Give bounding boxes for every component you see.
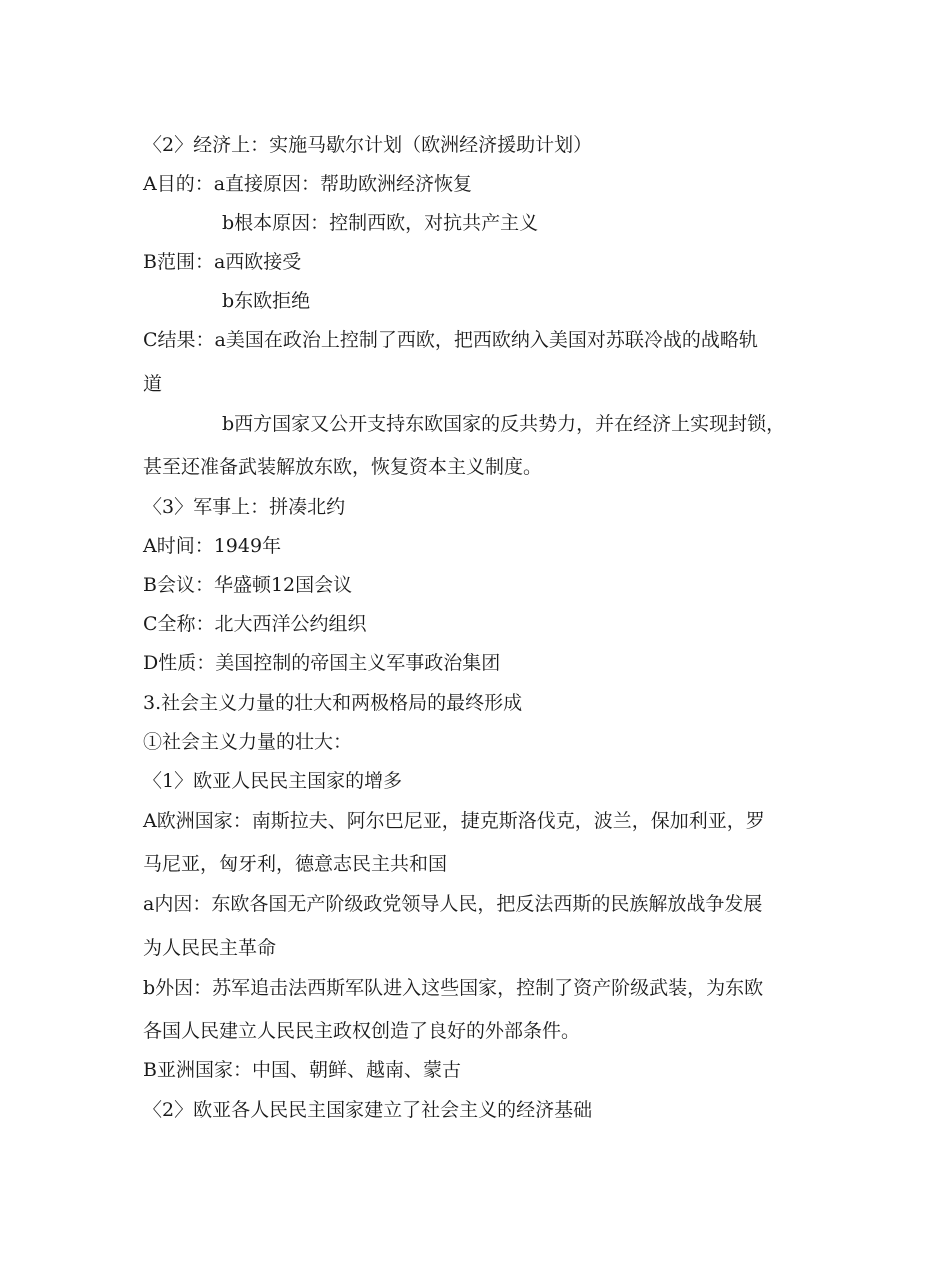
text-line-internal-cause: a内因：东欧各国无产阶级政党领导人民，把反法西斯的民族解放战争发展 [143, 893, 763, 915]
text-line-european-countries: A欧洲国家：南斯拉夫、阿尔巴尼亚，捷克斯洛伐克，波兰，保加利亚，罗 [143, 810, 765, 832]
text-line-purpose: A目的：a直接原因：帮助欧洲经济恢复 [143, 173, 473, 195]
text-line-economic-heading: 〈2〉经济上：实施马歇尔计划（欧洲经济援助计划） [143, 134, 593, 156]
text-line-nature: D性质：美国控制的帝国主义军事政治集团 [143, 652, 501, 674]
text-line-internal-cause-cont: 为人民民主革命 [143, 937, 277, 959]
text-line-result-a-cont: 道 [143, 373, 163, 395]
text-line-external-cause-cont: 各国人民建立人民民主政权创造了良好的外部条件。 [143, 1020, 581, 1042]
text-line-result-a: C结果：a美国在政治上控制了西欧，把西欧纳入美国对苏联冷战的战略轨 [143, 329, 758, 351]
text-line-section-3-heading: 3.社会主义力量的壮大和两极格局的最终形成 [143, 692, 523, 714]
text-line-european-countries-cont: 马尼亚，匈牙利，德意志民主共和国 [143, 853, 448, 875]
text-line-time: A时间：1949年 [143, 535, 282, 557]
text-line-root-cause: b根本原因：控制西欧，对抗共产主义 [222, 212, 539, 234]
text-line-east-europe-refuse: b东欧拒绝 [222, 290, 311, 312]
text-line-people-democracies: 〈1〉欧亚人民民主国家的增多 [143, 770, 403, 792]
text-line-external-cause: b外因：苏军追击法西斯军队进入这些国家，控制了资产阶级武装，为东欧 [143, 977, 764, 999]
text-line-socialist-growth: ①社会主义力量的壮大： [143, 731, 353, 753]
text-line-full-name: C全称：北大西洋公约组织 [143, 613, 367, 635]
text-line-meeting: B会议：华盛顿12国会议 [143, 574, 353, 596]
text-line-military-heading: 〈3〉军事上：拼凑北约 [143, 496, 346, 518]
text-line-scope: B范围：a西欧接受 [143, 251, 302, 273]
text-line-economic-foundation: 〈2〉欧亚各人民民主国家建立了社会主义的经济基础 [143, 1099, 593, 1121]
text-line-result-b: b西方国家又公开支持东欧国家的反共势力，并在经济上实现封锁， [222, 413, 786, 435]
text-line-result-b-cont: 甚至还准备武装解放东欧，恢复资本主义制度。 [143, 456, 543, 478]
text-line-asian-countries: B亚洲国家：中国、朝鲜、越南、蒙古 [143, 1059, 461, 1081]
